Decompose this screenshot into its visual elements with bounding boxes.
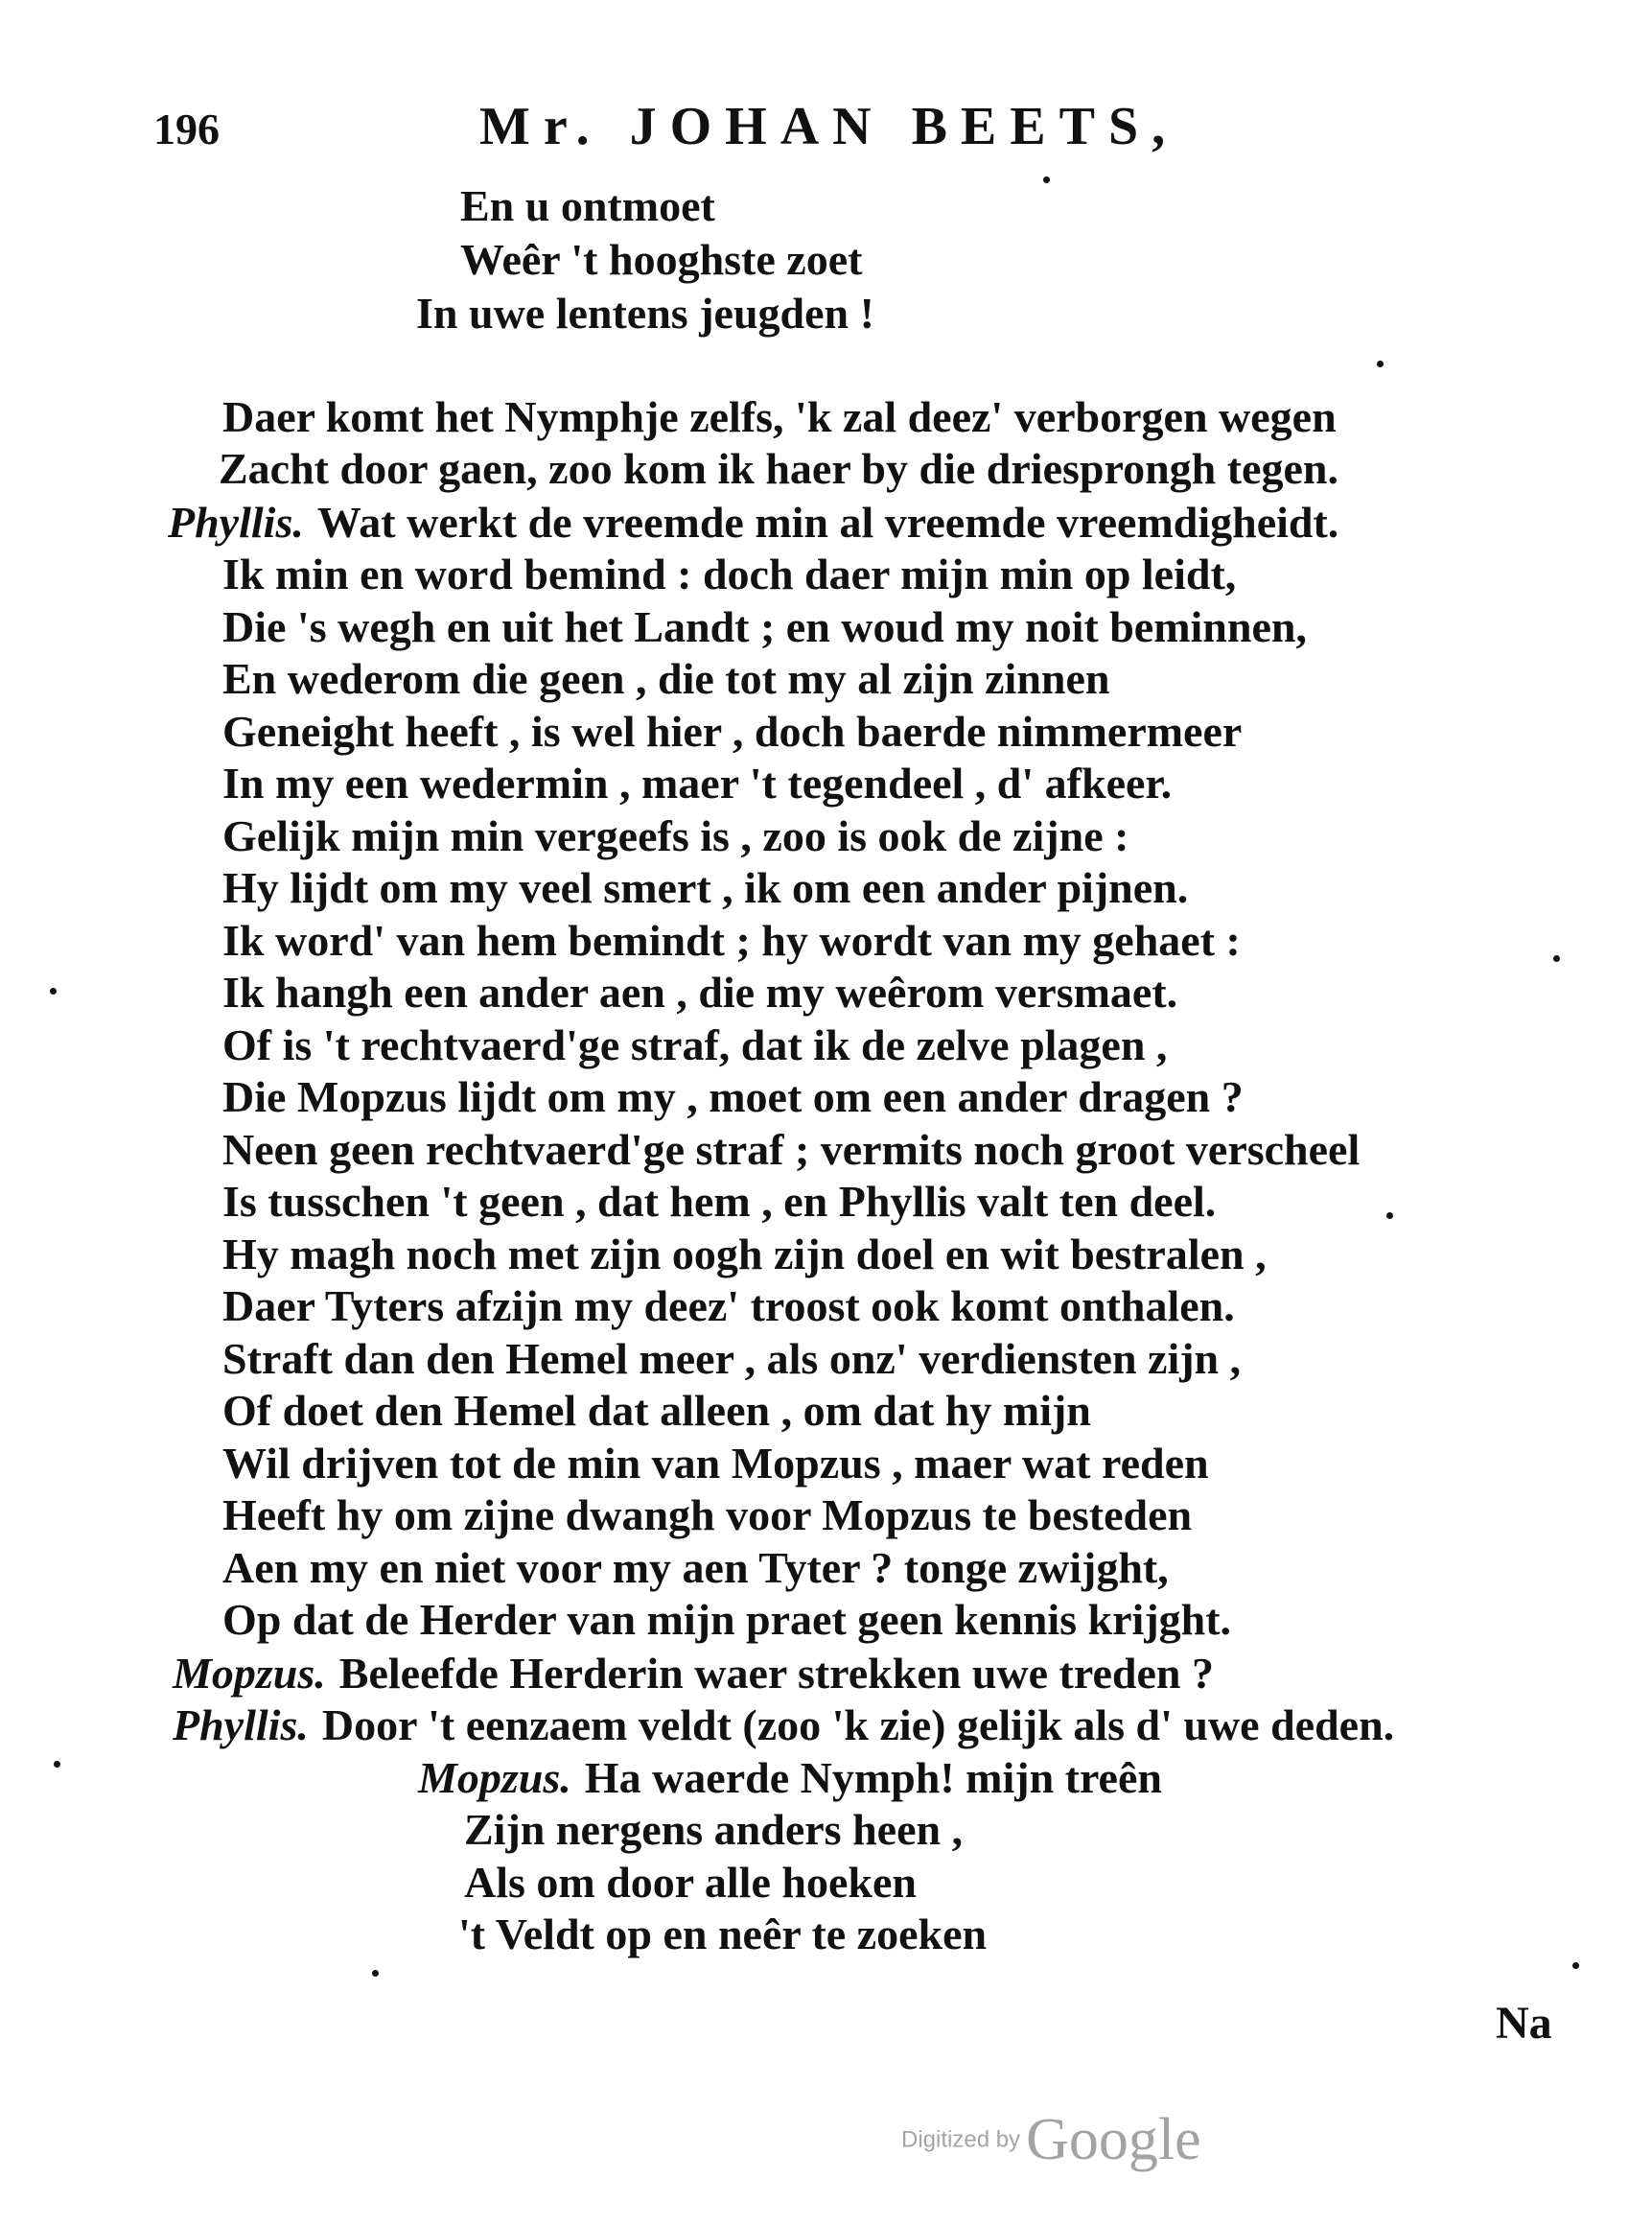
speaker-name: Phyllis.	[168, 498, 304, 547]
page-number: 196	[153, 105, 220, 153]
watermark-small-text: Digitized by	[901, 2126, 1021, 2153]
verse-line: Als om door alle hoeken	[464, 1858, 917, 1907]
verse-line: Zacht door gaen, zoo kom ik haer by die driesprongh tegen.	[219, 444, 1338, 493]
verse-line: Die Mopzus lijdt om my , moet om een ander dragen ?	[222, 1072, 1244, 1121]
ink-speck	[50, 988, 57, 995]
speaker-name: Phyllis.	[173, 1700, 309, 1749]
verse-line: Phyllis. Door 't eenzaem veldt (zoo 'k zie) gelijk als d' uwe deden.	[173, 1700, 1395, 1749]
verse-line: Hy lijdt om my veel smert , ik om een ander pijnen.	[222, 863, 1189, 912]
verse-line: In my een wedermin , maer 't tegendeel , d' afkeer.	[222, 759, 1173, 808]
verse-line: En wederom die geen , die tot my al zijn zinnen	[222, 654, 1110, 703]
ink-speck	[1572, 1962, 1579, 1969]
verse-line: Die 's wegh en uit het Landt ; en woud my noit beminnen,	[222, 602, 1307, 651]
verse-line: Gelijk mijn min vergeefs is , zoo is ook de zijne :	[222, 811, 1129, 860]
digitized-by-watermark	[901, 2106, 1201, 2174]
verse-line: En u ontmoet	[460, 181, 715, 230]
verse-line: Hy magh noch met zijn oogh zijn doel en wit bestralen ,	[222, 1230, 1267, 1278]
verse-line: Daer komt het Nymphje zelfs, 'k zal deez' verborgen wegen	[222, 392, 1337, 441]
verse-line: Heeft hy om zijne dwangh voor Mopzus te besteden	[222, 1490, 1193, 1539]
verse-line: Daer Tyters afzijn my deez' troost ook komt onthalen.	[222, 1281, 1235, 1330]
verse-line: Ik word' van hem bemindt ; hy wordt van my gehaet :	[222, 916, 1241, 965]
catchword: Na	[1496, 1998, 1552, 2049]
verse-line: Phyllis. Wat werkt de vreemde min al vreemde vreemdigheidt.	[168, 498, 1339, 547]
verse-line: Zijn nergens anders heen ,	[464, 1805, 964, 1854]
verse-line: Mopzus. Ha waerde Nymph! mijn treên	[418, 1753, 1162, 1802]
verse-line: Is tusschen 't geen , dat hem , en Phyllis valt ten deel.	[222, 1177, 1217, 1226]
verse-line: Aen my en niet voor my aen Tyter ? tonge zwijght,	[222, 1543, 1169, 1592]
verse-line: Op dat de Herder van mijn praet geen kennis krijght.	[222, 1595, 1232, 1644]
running-head: Mr. JOHAN BEETS,	[479, 97, 1179, 156]
speaker-name: Mopzus.	[173, 1649, 326, 1698]
verse-line: Neen geen rechtvaerd'ge straf ; vermits noch groot verscheel	[222, 1125, 1361, 1174]
verse-line: In uwe lentens jeugden !	[416, 289, 874, 338]
ink-speck	[54, 1761, 60, 1768]
ink-speck	[1377, 361, 1384, 367]
verse-line: Geneight heeft , is wel hier , doch baerde nimmermeer	[222, 707, 1243, 756]
ink-speck	[1386, 1212, 1393, 1219]
verse-line: Weêr 't hooghste zoet	[460, 235, 863, 284]
verse-line: 't Veldt op en neêr te zoeken	[458, 1910, 988, 1958]
ink-speck	[1043, 176, 1050, 183]
watermark-logo-text: Google	[1026, 2107, 1201, 2172]
verse-line: Ik hangh een ander aen , die my weêrom versmaet.	[222, 968, 1178, 1017]
verse-line: Of is 't rechtvaerd'ge straf, dat ik de zelve plagen ,	[222, 1020, 1168, 1069]
ink-speck	[372, 1970, 379, 1977]
verse-line: Straft dan den Hemel meer , als onz' verdiensten zijn ,	[222, 1334, 1242, 1383]
verse-line: Mopzus. Beleefde Herderin waer strekken uwe treden ?	[173, 1649, 1214, 1698]
verse-line: Of doet den Hemel dat alleen , om dat hy mijn	[222, 1386, 1091, 1435]
speaker-name: Mopzus.	[418, 1753, 571, 1802]
verse-line: Ik min en word bemind : doch daer mijn min op leidt,	[222, 550, 1237, 598]
ink-speck	[1553, 955, 1560, 962]
page-header	[153, 96, 1285, 163]
verse-line: Wil drijven tot de min van Mopzus , maer wat reden	[222, 1439, 1209, 1488]
